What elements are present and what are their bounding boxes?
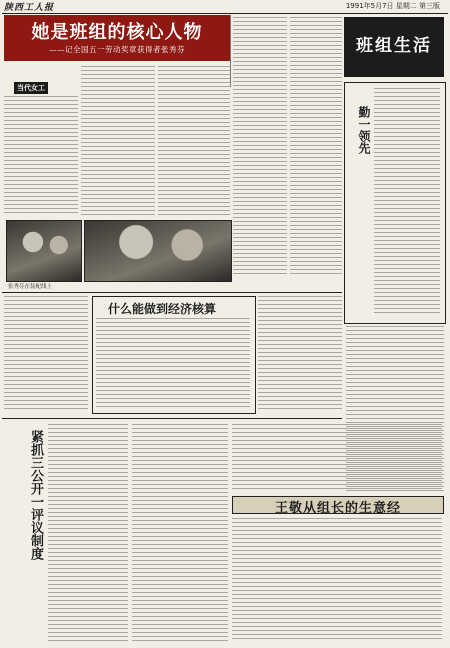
column-logo: [344, 17, 444, 77]
section-rule-1: [2, 292, 342, 293]
photo-caption-left: 张秀芬在装配线上: [8, 284, 53, 290]
bottom-banner-title: 王敬从组长的生意经: [274, 501, 401, 516]
lead-title: 她是班组的核心人物: [31, 22, 203, 43]
photo-left: [6, 220, 82, 282]
middle-article-body: [96, 318, 250, 408]
lead-body-col-5: [290, 17, 342, 277]
dateline: 1991年5月7日 星期二 第三版: [345, 2, 440, 10]
bottom-left-body: [48, 424, 128, 642]
page-header: [0, 0, 450, 13]
center-right-article-body: [258, 296, 342, 412]
column-logo-title: 班组生活: [356, 36, 432, 56]
lead-body-col-3: [158, 66, 230, 216]
section-tag: 当代女工: [14, 82, 48, 94]
lead-body-col-1: [4, 96, 78, 216]
bottom-left-headline: 紧抓三公开一评议制度: [28, 430, 43, 560]
column-divider: [230, 15, 231, 87]
bottom-banner: [232, 496, 444, 514]
bottom-right-upper-body: [232, 424, 442, 492]
column-body: [374, 88, 440, 316]
masthead: 陕西工人报: [4, 3, 55, 13]
bottom-right-body: [232, 518, 442, 642]
photo-right: [84, 220, 232, 282]
header-rule: [2, 13, 448, 14]
bottom-mid-body: [132, 424, 228, 642]
middle-article-title: 什么能做到经济核算: [108, 302, 217, 316]
lead-body-col-2: [81, 66, 155, 216]
lead-subtitle: ——记全国五一劳动奖章获得者张秀芬: [49, 45, 185, 54]
section-rule-2: [2, 418, 342, 419]
lead-body-col-4: [233, 17, 287, 277]
column-sub-heading: 勤一领先: [357, 106, 371, 154]
lead-banner: [4, 15, 230, 61]
left-article-body: [4, 296, 88, 412]
